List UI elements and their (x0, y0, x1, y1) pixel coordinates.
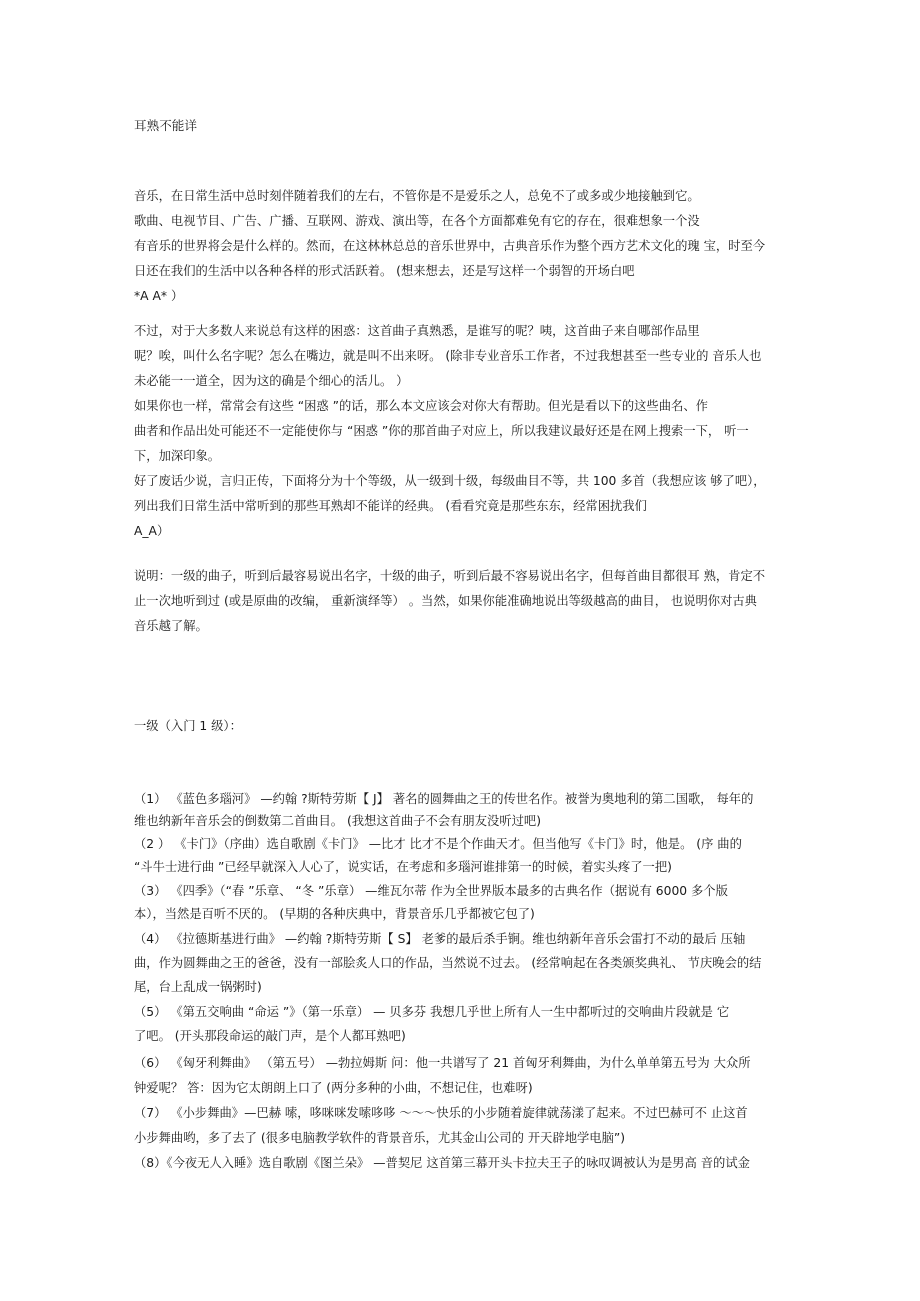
list-item-line: 小步舞曲哟，多了去了 (很多电脑教学软件的背景音乐，尤其金山公司的 开天辟地学电脑”) (134, 1131, 626, 1145)
intro-line: 音乐，在日常生活中总时刻伴随着我们的左右，不管你是不是爱乐之人，总免不了或多或少地接触到它。 (134, 189, 700, 203)
list-item-line: 维也纳新年音乐会的倒数第二首曲目。 (我想这首曲子不会有朋友没听过吧) (134, 814, 542, 828)
body-line: 不过，对于大多数人来说总有这样的困惑：这首曲子真熟悉，是谁写的呢？咦，这首曲子来自哪部作品里 (134, 324, 700, 338)
list-item-line: 钟爱呢？ 答：因为它太朗朗上口了 (两分多种的小曲，不想记住，也难呀) (134, 1081, 533, 1095)
list-item-line: 了吧。 (开头那段命运的敲门声，是个人都耳熟吧) (134, 1029, 406, 1043)
list-item-line: （3） 《四季》（“春 ”乐章、 “冬 ”乐章） —维瓦尔蒂 作为全世界版本最多的古典名作（据说有 6000 多个版 (134, 884, 728, 898)
body-line: 曲者和作品出处可能还不一定能使你与 “困惑 ”你的那首曲子对应上，所以我建议最好还是在网上搜索一下， 听一 (134, 424, 749, 438)
intro-line: 歌曲、电视节目、广告、广播、互联网、游戏、演出等，在各个方面都难免有它的存在，很难想象一个没 (134, 214, 700, 228)
body-line: 呢？唉，叫什么名字呢？怎么在嘴边，就是叫不出来呀。 (除非专业音乐工作者，不过我想甚至一些专业的 音乐人也 (134, 349, 762, 363)
list-item-line: （8）《今夜无人入睡》选自歌剧《图兰朵》 —普契尼 这首第三幕开头卡拉夫王子的咏叹调被认为是男高 音的试金 (134, 1156, 750, 1170)
list-item-line: 曲，作为圆舞曲之王的爸爸，没有一部脍炙人口的作品，当然说不过去。 (经常响起在各类颁奖典礼、 节庆晚会的结 (134, 956, 762, 970)
list-item-line: （5） 《第五交响曲 “命运 ”》（第一乐章） — 贝多芬 我想几乎世上所有人一生中都听过的交响曲片段就是 它 (134, 1005, 730, 1019)
body-line: 如果你也一样，常常会有这些 “困惑 ”的话，那么本文应该会对你大有帮助。但光是看以下的这些曲名、作 (134, 399, 708, 413)
document-title: 耳熟不能详 (134, 118, 197, 133)
list-item-line: 本），当然是百听不厌的。 (早期的各种庆典中，背景音乐几乎都被它包了) (134, 907, 535, 921)
list-item-line: （6） 《匈牙利舞曲》 （第五号） —勃拉姆斯 问：他一共谱写了 21 首匈牙利舞曲，为什么单单第五号为 大众所 (134, 1056, 751, 1070)
note-line: 音乐越了解。 (134, 619, 208, 633)
list-item-line: （4） 《拉德斯基进行曲》 —约翰 ?斯特劳斯【 S】 老爹的最后杀手锏。维也纳新年音乐会雷打不动的最后 压轴 (134, 932, 746, 946)
body-line: 未必能一一道全，因为这的确是个细心的活儿。 ） (134, 374, 409, 388)
body-line: 好了废话少说，言归正传，下面将分为十个等级，从一级到十级，每级曲目不等，共 100 多首（我想应该 够了吧）， (134, 474, 766, 488)
list-item-line: （1） 《蓝色多瑙河》 —约翰 ?斯特劳斯【 J】 著名的圆舞曲之王的传世名作。被誉为奥地利的第二国歌， 每年的 (134, 792, 754, 806)
body-line: 列出我们日常生活中常听到的那些耳熟却不能详的经典。 (看看究竟是那些东东，经常困扰我们 (134, 499, 647, 513)
list-item-line: （7） 《小步舞曲》—巴赫 嗦，哆咪咪发嗦哆哆 ～～～快乐的小步随着旋律就荡漾了起来。不过巴赫可不 止这首 (134, 1106, 748, 1120)
note-line: 说明：一级的曲子，听到后最容易说出名字，十级的曲子，听到后最不容易说出名字，但每首曲目都很耳 熟，肯定不 (134, 569, 766, 583)
note-line: 止一次地听到过 (或是原曲的改编， 重新演绎等） 。当然，如果你能准确地说出等级越高的曲目， 也说明你对古典 (134, 594, 757, 608)
body-line: 下，加深印象。 (134, 449, 221, 463)
list-item-line: （2 ） 《卡门》（序曲）选自歌剧《卡门》 —比才 比才不是个作曲天才。但当他写《卡门》时，他是。 (序 曲的 (134, 837, 742, 851)
list-item-line: “斗牛士进行曲 ”已经早就深入人心了，说实话，在考虑和多瑙河谁排第一的时候，着实头疼了一把) (134, 860, 672, 874)
level-heading: 一级（入门 1 级）： (134, 719, 242, 733)
intro-line: 日还在我们的生活中以各种各样的形式活跃着。 (想来想去，还是写这样一个弱智的开场白吧 (134, 264, 635, 278)
intro-line: *A A* ） (134, 289, 184, 303)
list-item-line: 尾，台上乱成一锅粥时) (134, 980, 262, 994)
intro-line: 有音乐的世界将会是什么样的。然而，在这林林总总的音乐世界中，古典音乐作为整个西方艺术文化的瑰 宝，时至今 (134, 239, 766, 253)
body-line: A_A） (134, 524, 170, 538)
